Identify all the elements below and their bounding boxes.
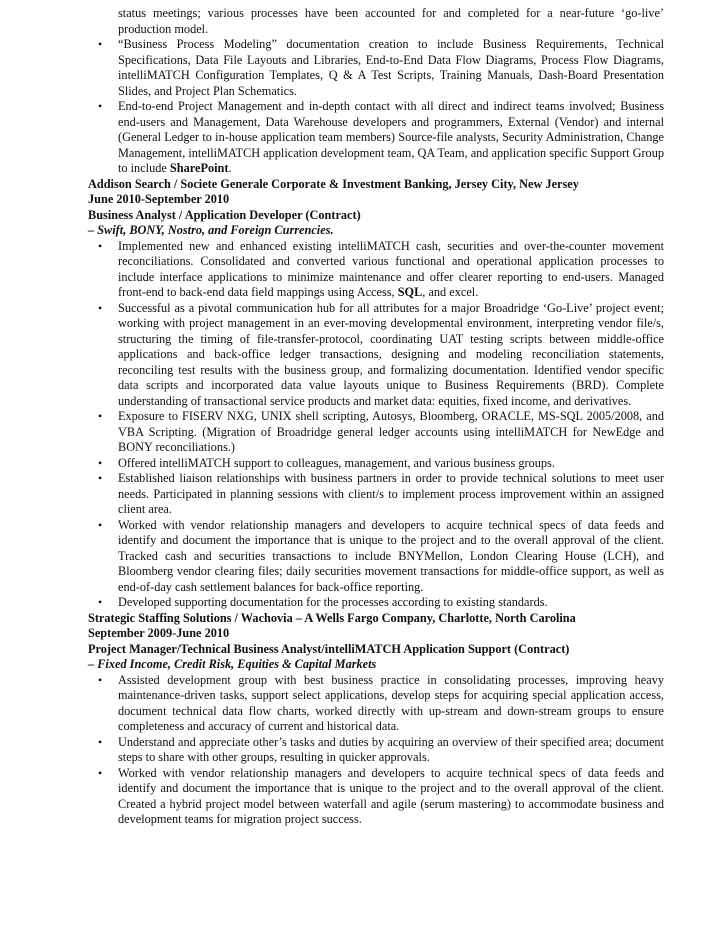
job-dates: June 2010-September 2010 xyxy=(88,192,230,206)
bullet-text: Assisted development group with best business practice in consolidating processes, improving heavy maintenance-driven tasks, support select applications, develop steps for acquiring special application access, document technical data flow charts, worked directly with up-stream and down-stream groups to ensure completeness and accuracy of current and historical data. xyxy=(118,672,664,733)
bullet-text: Worked with vendor relationship managers and developers to acquire technical specs of data feeds and identify and document the importance that is unique to the project and to the overall approval of the client. Tracked cash and securities transactions to include BNYMellon, London Clearing House (LCH), and Bloomberg vendor clearing files; daily securities movement transactions for middle-office support, as well as end-of-day cash settlement balances for back-office reporting. xyxy=(118,517,664,594)
bullet-text: Developed supporting documentation for the processes according to existing standards. xyxy=(118,595,548,609)
bullet-icon: • xyxy=(98,99,103,113)
previous-bullet-list xyxy=(88,37,664,177)
bullet-bold-text: SharePoint xyxy=(169,161,229,175)
bullet-text: Successful as a pivotal communication hub for all attributes for a major Broadridge ‘Go-Live’ project event; working with project management in an ever-moving developmental environment, interpreting vendor file/s, structuring the timing of file-transfer-protocol, coordinating UAT testing scripts between middle-office applications and back-office ledger transactions, designing and modeling reconciliation statements, reconciling test results with the business group, and formalizing documentation. Identified vendor specific data scripts and incorporated data value layouts unique to Business Requirements (BRD). Complete understanding of transactional service products and market data: equities, fixed income, and derivatives. xyxy=(118,300,664,408)
list-item xyxy=(88,595,664,611)
bullet-text-after: . xyxy=(228,161,232,175)
list-item xyxy=(88,456,664,472)
list-item xyxy=(88,37,664,99)
list-item xyxy=(88,735,664,766)
bullet-icon: • xyxy=(98,734,103,749)
bullet-icon: • xyxy=(98,471,103,485)
company-line: Strategic Staffing Solutions / Wachovia – A Wells Fargo Company, Charlotte, North Carolina xyxy=(88,610,576,625)
job-section xyxy=(88,611,664,828)
list-item xyxy=(88,409,664,456)
list-item xyxy=(88,471,664,518)
bullet-text-after: , and excel. xyxy=(422,285,479,299)
list-item xyxy=(88,239,664,301)
bullet-icon: • xyxy=(98,765,103,780)
bullet-icon: • xyxy=(98,238,103,253)
job-bullet-list xyxy=(88,673,664,828)
bullet-text: Exposure to FISERV NXG, UNIX shell scripting, Autosys, Bloomberg, ORACLE, MS-SQL 2005/2008, and VBA Scripting. (Migration of Broadridge general ledger accounts using intelliMATCH for NewEdge and BONY reconciliations.) xyxy=(118,409,664,454)
bullet-text: Worked with vendor relationship managers and developers to acquire technical specs of data feeds and identify and document the importance that is unique to the project and to the overall approval of the client. Created a hybrid project model between waterfall and agile (serum mastering) to accommodate business and development teams for migration project success. xyxy=(118,765,664,826)
job-title: Business Analyst / Application Developer (Contract) xyxy=(88,207,361,222)
job-bullet-list xyxy=(88,239,664,611)
bullet-icon: • xyxy=(98,595,103,609)
bullet-text: Implemented new and enhanced existing intelliMATCH cash, securities and over-the-counter movement reconciliations. Consolidated and converted various functional and operational application processes to include interface applications to minimize maintenance and offer clearer reporting to end-users. Managed front-end to back-end data field mappings using Access, xyxy=(118,238,664,299)
job-tagline: – Swift, BONY, Nostro, and Foreign Currencies. xyxy=(88,223,334,237)
list-item xyxy=(88,301,664,410)
bullet-icon: • xyxy=(98,409,103,423)
bullet-text: End-to-end Project Management and in-depth contact with all direct and indirect teams involved; Business end-users and Management, Data Warehouse developers and programmers, External (Vendor) and internal (General Ledger to in-house application team members) Source-file analysts, Security Administration, Change Management, intelliMATCH application development team, QA Team, and application specific Support Group to include xyxy=(118,99,664,175)
company-line: Addison Search / Societe Generale Corporate & Investment Banking, Jersey City, New Jersey xyxy=(88,176,579,191)
list-item xyxy=(88,518,664,596)
list-item xyxy=(88,673,664,735)
bullet-icon: • xyxy=(98,517,103,532)
continued-bullet-text: status meetings; various processes have been accounted for and completed for a near-future ‘go-live’ production model. xyxy=(118,6,664,36)
bullet-icon: • xyxy=(98,672,103,687)
job-tagline: – Fixed Income, Credit Risk, Equities & Capital Markets xyxy=(88,657,377,671)
bullet-text: Offered intelliMATCH support to colleagues, management, and various business groups. xyxy=(118,455,555,470)
job-title: Project Manager/Technical Business Analyst/intelliMATCH Application Support (Contract) xyxy=(88,641,570,656)
bullet-text: Understand and appreciate other’s tasks and duties by acquiring an overview of their specified area; document steps to share with other groups, resulting in quicker approvals. xyxy=(118,734,664,764)
list-item xyxy=(88,766,664,828)
bullet-text: Established liaison relationships with business partners in order to provide technical solutions to meet user needs. Participated in planning sessions with client/s to implement process improvement within an assigned client area. xyxy=(118,471,664,516)
document-body xyxy=(88,6,664,828)
bullet-bold-text: SQL xyxy=(397,285,423,299)
job-dates: September 2009-June 2010 xyxy=(88,626,230,640)
job-section xyxy=(88,177,664,611)
list-item xyxy=(88,99,664,177)
bullet-icon: • xyxy=(98,455,103,470)
bullet-icon: • xyxy=(98,37,103,51)
bullet-text: “Business Process Modeling” documentation creation to include Business Requirements, Technical Specifications, Data File Layouts and Libraries, End-to-End Data Flow Diagrams, Process Flow Diagrams, intelliMATCH Configuration Templates, Q & A Test Scripts, Training Manuals, Dash-Board Presentation Slides, and Project Plan Schematics. xyxy=(118,37,664,98)
bullet-icon: • xyxy=(98,300,103,315)
